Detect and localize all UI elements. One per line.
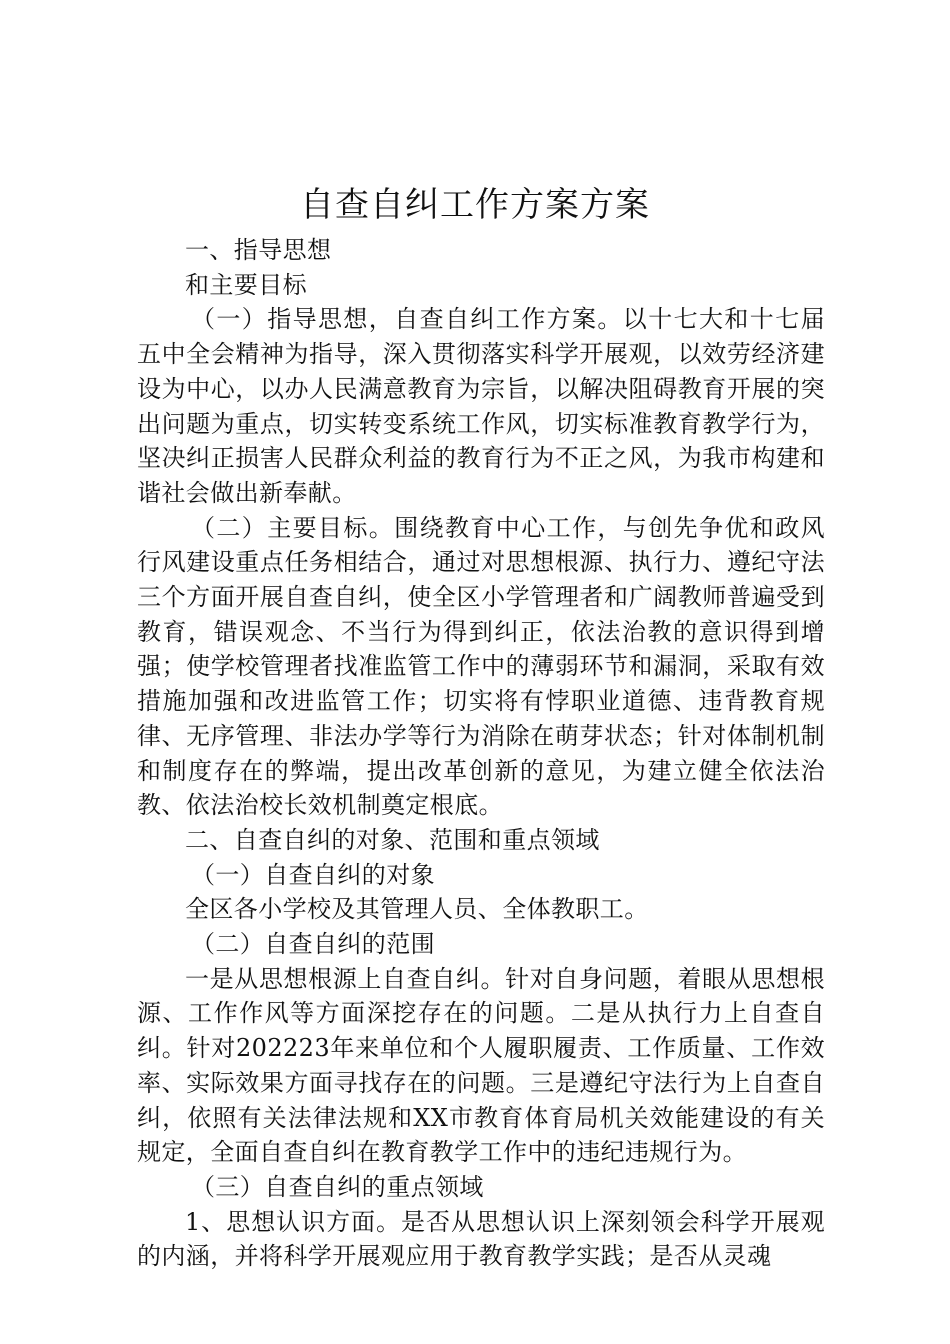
subheading-key-areas: （三）自查自纠的重点领域 — [191, 1172, 484, 1201]
document-title: 自查自纠工作方案方案 — [300, 185, 650, 225]
subheading-scope: （二）自查自纠的范围 — [191, 930, 435, 959]
paragraph-objects: 全区各小学校及其管理人员、全体教职工。 — [185, 895, 649, 924]
subheading-objects: （一）自查自纠的对象 — [191, 860, 435, 889]
section-heading-2: 二、自查自纠的对象、范围和重点领域 — [185, 825, 600, 854]
section-heading-1-continued: 和主要目标 — [185, 270, 307, 299]
paragraph-scope: 一是从思想根源上自查自纠。针对自身问题，着眼从思想根源、工作作风等方面深挖存在的问题。二是从执行力上自查自纠。针对202223年来单位和个人履职履责、工作质量、工作效率、实际效果方面寻找存在的问题。三是遵纪守法行为上自查自纠，依照有关法律法规和XX市教育体育局机关效能建设的有关规定，全面自查自纠在教育教学工作中的违纪违规行为。 — [137, 964, 825, 1167]
paragraph-ideology: 1、思想认识方面。是否从思想认识上深刻领会科学开展观的内涵，并将科学开展观应用于教育教学实践；是否从灵魂 — [137, 1207, 825, 1271]
document-body — [137, 233, 825, 1274]
paragraph-main-goals: （二）主要目标。围绕教育中心工作，与创先争优和政风行风建设重点任务相结合，通过对思想根源、执行力、遵纪守法三个方面开展自查自纠，使全区小学管理者和广阔教师普遍受到教育，错误观念、不当行为得到纠正，依法治教的意识得到增强；使学校管理者找准监管工作中的薄弱环节和漏洞，采取有效措施加强和改进监管工作；切实将有悖职业道德、违背教育规律、无序管理、非法办学等行为消除在萌芽状态；针对体制机制和制度存在的弊端，提出改革创新的意见，为建立健全依法治教、依法治校长效机制奠定根底。 — [137, 513, 825, 820]
section-heading-1: 一、指导思想 — [185, 236, 332, 264]
paragraph-guiding-thought: （一）指导思想，自查自纠工作方案。以十七大和十七届五中全会精神为指导，深入贯彻落实科学开展观，以效劳经济建设为中心，以办人民满意教育为宗旨，以解决阻碍教育开展的突出问题为重点，切实转变系统工作风，切实标准教育教学行为，坚决纠正损害人民群众利益的教育行为不正之风，为我市构建和谐社会做出新奉献。 — [137, 305, 825, 507]
